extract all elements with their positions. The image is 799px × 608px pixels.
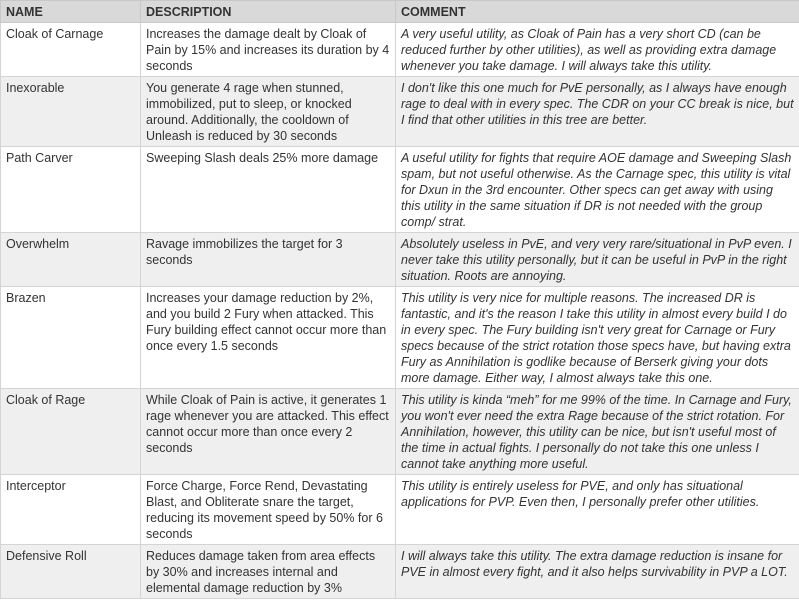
table-row — [1, 475, 799, 545]
table-header-row — [1, 1, 799, 23]
cell-name: Overwhelm — [1, 233, 141, 287]
cell-name: Brazen — [1, 287, 141, 389]
cell-comment: A useful utility for fights that require AOE damage and Sweeping Slash spam, but not useful otherwise. As the Carnage spec, this utility is vital for Dxun in the 3rd encounter. Other specs can get away with using this utility in the same situation if DR is not needed with the group comp/ strat. — [396, 147, 799, 233]
cell-description: Increases the damage dealt by Cloak of Pain by 15% and increases its duration by 4 seconds — [141, 23, 396, 77]
cell-description: Ravage immobilizes the target for 3 seconds — [141, 233, 396, 287]
cell-comment: This utility is entirely useless for PVE, and only has situational applications for PVP. Even then, I personally prefer other utilities. — [396, 475, 799, 545]
header-description: DESCRIPTION — [141, 1, 396, 23]
cell-description: While Cloak of Pain is active, it generates 1 rage whenever you are attacked. This effect cannot occur more than once every 2 seconds — [141, 389, 396, 475]
cell-comment: Absolutely useless in PvE, and very very rare/situational in PvP even. I never take this utility personally, but it can be useful in PvP in the right situation. Roots are annoying. — [396, 233, 799, 287]
cell-name: Cloak of Carnage — [1, 23, 141, 77]
cell-name: Cloak of Rage — [1, 389, 141, 475]
table-row — [1, 287, 799, 389]
cell-comment: I don't like this one much for PvE personally, as I always have enough rage to deal with in every spec. The CDR on your CC break is nice, but I find that other utilities in this tree are better. — [396, 77, 799, 147]
cell-description: You generate 4 rage when stunned, immobilized, put to sleep, or knocked around. Additionally, the cooldown of Unleash is reduced by 30 seconds — [141, 77, 396, 147]
cell-description: Reduces damage taken from area effects by 30% and increases internal and elemental damage reduction by 3% — [141, 545, 396, 599]
table-row — [1, 389, 799, 475]
table-row — [1, 545, 799, 599]
header-comment: COMMENT — [396, 1, 799, 23]
cell-name: Defensive Roll — [1, 545, 141, 599]
cell-name: Inexorable — [1, 77, 141, 147]
header-name: NAME — [1, 1, 141, 23]
cell-description: Force Charge, Force Rend, Devastating Blast, and Obliterate snare the target, reducing its movement speed by 50% for 6 seconds — [141, 475, 396, 545]
cell-comment: A very useful utility, as Cloak of Pain has a very short CD (can be reduced further by other utilities), as well as providing extra damage whenever you take damage. I will always take this utility. — [396, 23, 799, 77]
table-row — [1, 147, 799, 233]
cell-comment: This utility is very nice for multiple reasons. The increased DR is fantastic, and it's the reason I take this utility in almost every build I do in every spec. The Fury building isn't very great for Carnage or Fury specs because of the strict rotation those specs have, but having extra Fury as Annihilation is godlike because of Berserk giving your dots more damage. Either way, I almost always take this one. — [396, 287, 799, 389]
cell-comment: I will always take this utility. The extra damage reduction is insane for PVE in almost every fight, and it also helps survivability in PVP a LOT. — [396, 545, 799, 599]
cell-name: Interceptor — [1, 475, 141, 545]
table-row — [1, 233, 799, 287]
cell-name: Path Carver — [1, 147, 141, 233]
cell-description: Increases your damage reduction by 2%, and you build 2 Fury when attacked. This Fury building effect cannot occur more than once every 1.5 seconds — [141, 287, 396, 389]
cell-description: Sweeping Slash deals 25% more damage — [141, 147, 396, 233]
cell-comment: This utility is kinda “meh” for me 99% of the time. In Carnage and Fury, you won't ever need the extra Rage because of the strict rotation. For Annihilation, however, this utility can be nice, but isn't useful most of the time in actual fights. I personally do not take this one unless I cannot take anything more useful. — [396, 389, 799, 475]
table-row — [1, 23, 799, 77]
table-row — [1, 77, 799, 147]
